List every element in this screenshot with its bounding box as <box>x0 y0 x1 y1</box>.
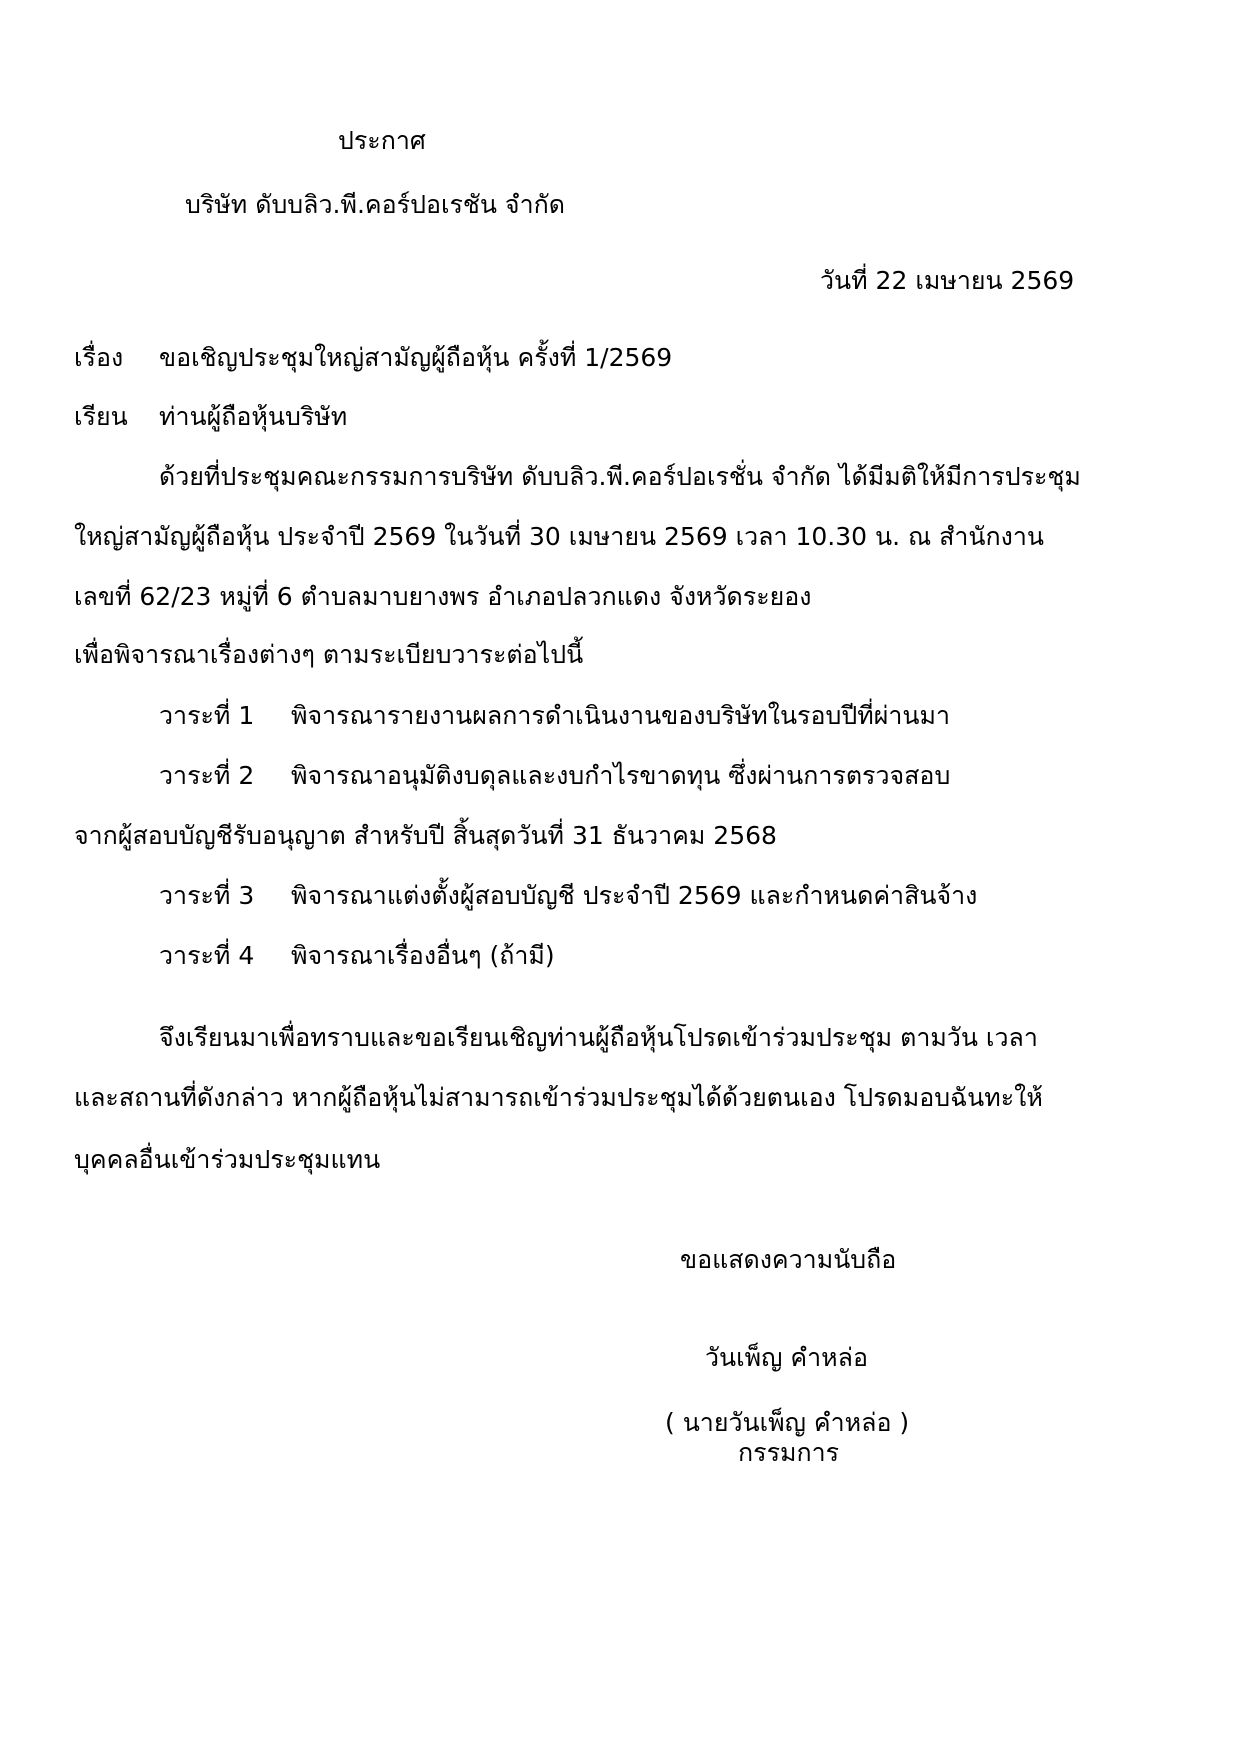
regards-text: ขอแสดงความนับถือ <box>680 1245 897 1274</box>
subject-line <box>74 345 672 370</box>
company-name: บริษัท ดับบลิว.พี.คอร์ปอเรชัน จำกัด <box>185 190 565 219</box>
intro-line-2: ใหญ่สามัญผู้ถือหุ้น ประจำปี 2569 ในวันที่ 30 เมษายน 2569 เวลา 10.30 น. ณ สำนักงาน <box>74 522 1044 551</box>
announcement-title: ประกาศ <box>338 126 426 155</box>
printed-name: ( นายวันเพ็ญ คำหล่อ ) <box>665 1408 910 1437</box>
agenda-text: พิจารณาเรื่องอื่นๆ (ถ้ามี) <box>291 941 555 970</box>
agenda-text: พิจารณารายงานผลการดำเนินงานของบริษัทในรอบปีที่ผ่านมา <box>291 701 950 730</box>
closing-line-1: จึงเรียนมาเพื่อทราบและขอเรียนเชิญท่านผู้ถือหุ้นโปรดเข้าร่วมประชุม ตามวัน เวลา <box>159 1023 1038 1052</box>
agenda-number: วาระที่ 4 <box>159 941 255 970</box>
agenda-text: พิจารณาแต่งตั้งผู้สอบบัญชี ประจำปี 2569 และกำหนดค่าสินจ้าง <box>291 881 978 910</box>
closing-line-3: บุคคลอื่นเข้าร่วมประชุมแทน <box>74 1145 381 1174</box>
closing-line-2: และสถานที่ดังกล่าว หากผู้ถือหุ้นไม่สามารถเข้าร่วมประชุมได้ด้วยตนเอง โปรดมอบฉันทะให้ <box>74 1083 1043 1112</box>
letter-date: วันที่ 22 เมษายน 2569 <box>820 266 1075 295</box>
recipient-label: เรียน <box>74 402 128 431</box>
agenda-item <box>159 763 950 788</box>
agenda-item <box>159 943 555 968</box>
agenda-text: พิจารณาอนุมัติงบดุลและงบกำไรขาดทุน ซึ่งผ่านการตรวจสอบ <box>291 761 951 790</box>
signature-name: วันเพ็ญ คำหล่อ <box>705 1343 868 1372</box>
agenda-number: วาระที่ 1 <box>159 701 255 730</box>
recipient-line <box>74 404 347 429</box>
agenda-number: วาระที่ 3 <box>159 881 255 910</box>
agenda-item <box>159 883 977 908</box>
intro-line-1: ด้วยที่ประชุมคณะกรรมการบริษัท ดับบลิว.พี.คอร์ปอเรชั่น จำกัด ได้มีมติให้มีการประชุม <box>159 462 1081 491</box>
agenda-continuation: จากผู้สอบบัญชีรับอนุญาต สำหรับปี สิ้นสุดวันที่ 31 ธันวาคม 2568 <box>74 821 777 850</box>
subject-text: ขอเชิญประชุมใหญ่สามัญผู้ถือหุ้น ครั้งที่ 1/2569 <box>159 343 673 372</box>
intro-line-4: เพื่อพิจารณาเรื่องต่างๆ ตามระเบียบวาระต่อไปนี้ <box>74 640 584 669</box>
recipient-text: ท่านผู้ถือหุ้นบริษัท <box>159 402 348 431</box>
subject-label: เรื่อง <box>74 343 124 372</box>
intro-line-3: เลขที่ 62/23 หมู่ที่ 6 ตำบลมาบยางพร อำเภอปลวกแดง จังหวัดระยอง <box>74 582 812 611</box>
agenda-item <box>159 703 950 728</box>
signer-position: กรรมการ <box>738 1438 840 1467</box>
agenda-number: วาระที่ 2 <box>159 761 255 790</box>
